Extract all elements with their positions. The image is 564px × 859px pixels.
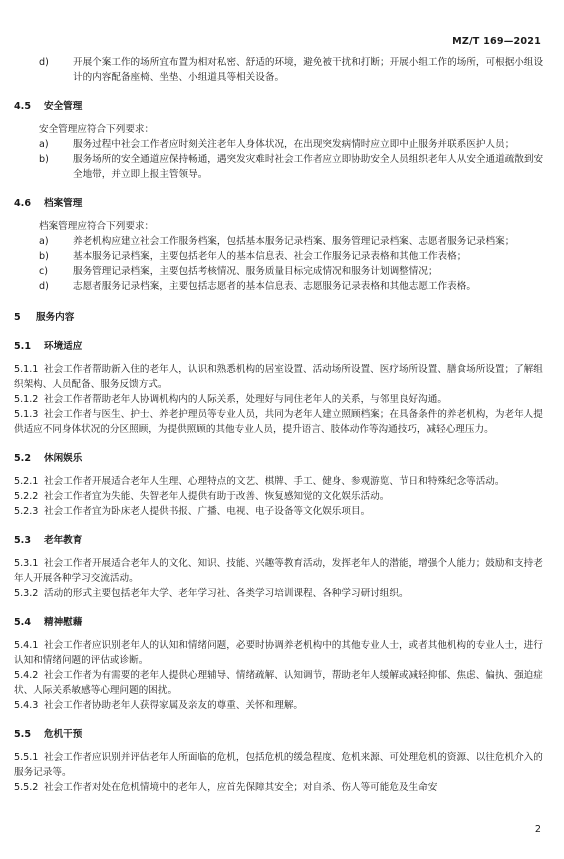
heading-title: 服务内容	[36, 312, 75, 323]
clause-text: 社会工作者协助老年人获得家属及亲友的尊重、关怀和理解。	[44, 700, 304, 711]
clause-paragraph	[14, 780, 550, 795]
section-heading	[14, 451, 550, 466]
clause-text: 社会工作者应识别并评估老年人所面临的危机，包括危机的缓急程度、危机来源、可处理危机的资源、以往危机介入的服务记录等。	[14, 752, 543, 778]
clause-number: 5.3.2	[14, 588, 39, 599]
clause-paragraph	[14, 392, 550, 407]
list-item	[14, 264, 550, 279]
section-heading	[14, 339, 550, 354]
document-body	[14, 55, 550, 795]
heading-title: 环境适应	[44, 341, 83, 352]
list-item	[14, 279, 550, 294]
section-heading	[14, 99, 550, 114]
clause-text: 社会工作者开展适合老年人生理、心理特点的文艺、棋牌、手工、健身、参观游览、节日和特殊纪念等活动。	[44, 476, 505, 487]
clause-paragraph	[14, 407, 550, 437]
clause-paragraph	[14, 586, 550, 601]
intro-text: 安全管理应符合下列要求：	[39, 124, 155, 135]
document-code: MZ/T 169—2021	[452, 36, 541, 47]
list-item-text: 服务过程中社会工作者应时刻关注老年人身体状况，在出现突发病情时应立即中止服务并联系医护人员；	[73, 139, 515, 150]
list-item	[14, 137, 550, 152]
heading-title: 休闲娱乐	[44, 453, 83, 464]
list-item-marker: d)	[39, 57, 49, 68]
clause-text: 社会工作者与医生、护士、养老护理员等专业人员，共同为老年人建立照顾档案；在具备条件的养老机构，为老年人提供适应不同身体状况的分区照顾，为提供照顾的其他专业人员，提升语言、肢体动作等沟通技巧，减轻心理压力。	[14, 409, 543, 435]
list-item	[14, 234, 550, 249]
chapter-heading	[14, 310, 550, 325]
heading-number: 4.6	[14, 198, 31, 209]
clause-text: 社会工作者帮助新入住的老年人，认识和熟悉机构的居室设置、活动场所设置、医疗场所设置、膳食场所设置；了解组织架构、人员配备、服务反馈方式。	[14, 364, 543, 390]
list-item-marker: a)	[39, 236, 49, 247]
clause-paragraph	[14, 638, 550, 668]
list-item	[14, 152, 550, 182]
heading-number: 5.5	[14, 729, 31, 740]
heading-number: 5.3	[14, 535, 31, 546]
clause-text: 活动的形式主要包括老年大学、老年学习社、各类学习培训课程、各种学习研讨组织。	[44, 588, 409, 599]
list-item-marker: d)	[39, 281, 49, 292]
heading-number: 4.5	[14, 101, 31, 112]
list-item-marker: c)	[39, 266, 49, 277]
clause-number: 5.4.1	[14, 640, 39, 651]
intro-text: 档案管理应符合下列要求：	[39, 221, 155, 232]
clause-number: 5.2.3	[14, 506, 39, 517]
list-item-text: 开展个案工作的场所宜布置为相对私密、舒适的环境，避免被干扰和打断；开展小组工作的场所，可根据小组设计的内容配备座椅、坐垫、小组道具等相关设备。	[73, 57, 544, 83]
clause-paragraph	[14, 750, 550, 780]
heading-title: 老年教育	[44, 535, 83, 546]
clause-paragraph	[14, 474, 550, 489]
clause-number: 5.3.1	[14, 558, 39, 569]
heading-number: 5.2	[14, 453, 31, 464]
clause-text: 社会工作者应识别老年人的认知和情绪问题，必要时协调养老机构中的其他专业人士，或者其他机构的专业人士，进行认知和情绪问题的评估或诊断。	[14, 640, 543, 666]
list-item	[14, 249, 550, 264]
list-item-text: 服务场所的安全通道应保持畅通，遇突发灾难时社会工作者应立即协助安全人员组织老年人从安全通道疏散到安全地带，并立即上报主管领导。	[73, 154, 544, 180]
clause-text: 社会工作者宜为失能、失智老年人提供有助于改善、恢复感知觉的文化娱乐活动。	[44, 491, 390, 502]
clause-paragraph	[14, 668, 550, 698]
clause-number: 5.1.2	[14, 394, 39, 405]
heading-title: 档案管理	[44, 198, 83, 209]
clause-text: 社会工作者对处在危机情境中的老年人，应首先保障其安全；对自杀、伤人等可能危及生命安	[44, 782, 438, 793]
heading-title: 危机干预	[44, 729, 83, 740]
page-number: 2	[534, 824, 541, 835]
clause-text: 社会工作者开展适合老年人的文化、知识、技能、兴趣等教育活动，发挥老年人的潜能，增强个人能力；鼓励和支持老年人开展各种学习交流活动。	[14, 558, 543, 584]
clause-number: 5.2.2	[14, 491, 39, 502]
clause-paragraph	[14, 556, 550, 586]
clause-paragraph	[14, 362, 550, 392]
section-heading	[14, 615, 550, 630]
clause-text: 社会工作者帮助老年人协调机构内的人际关系，处理好与同住老年人的关系，与邻里良好沟通。	[44, 394, 447, 405]
list-item-marker: a)	[39, 139, 49, 150]
heading-title: 精神慰藉	[44, 617, 83, 628]
list-item-text: 基本服务记录档案，主要包括老年人的基本信息表、社会工作服务记录表格和其他工作表格；	[73, 251, 467, 262]
list-item	[14, 55, 550, 85]
clause-paragraph	[14, 504, 550, 519]
section-heading	[14, 727, 550, 742]
heading-number: 5.4	[14, 617, 31, 628]
clause-number: 5.5.1	[14, 752, 39, 763]
clause-number: 5.1.3	[14, 409, 39, 420]
clause-number: 5.1.1	[14, 364, 39, 375]
clause-number: 5.4.2	[14, 670, 39, 681]
clause-paragraph	[14, 489, 550, 504]
heading-number: 5.1	[14, 341, 31, 352]
clause-number: 5.5.2	[14, 782, 39, 793]
section-heading	[14, 533, 550, 548]
list-item-marker: b)	[39, 154, 49, 165]
heading-number: 5	[14, 312, 21, 323]
clause-paragraph	[14, 698, 550, 713]
clause-text: 社会工作者为有需要的老年人提供心理辅导、情绪疏解、认知调节，帮助老年人缓解或减轻抑郁、焦虑、偏执、强迫症状、人际关系敏感等心理问题的困扰。	[14, 670, 543, 696]
list-item-marker: b)	[39, 251, 49, 262]
clause-number: 5.4.3	[14, 700, 39, 711]
heading-title: 安全管理	[44, 101, 83, 112]
section-heading	[14, 196, 550, 211]
list-item-text: 志愿者服务记录档案，主要包括志愿者的基本信息表、志愿服务记录表格和其他志愿工作表格。	[73, 281, 476, 292]
clause-text: 社会工作者宜为卧床老人提供书报、广播、电视、电子设备等文化娱乐项目。	[44, 506, 371, 517]
list-item-text: 服务管理记录档案，主要包括考核情况、服务质量目标完成情况和服务计划调整情况；	[73, 266, 438, 277]
clause-number: 5.2.1	[14, 476, 39, 487]
list-item-text: 养老机构应建立社会工作服务档案，包括基本服务记录档案、服务管理记录档案、志愿者服务记录档案；	[73, 236, 515, 247]
